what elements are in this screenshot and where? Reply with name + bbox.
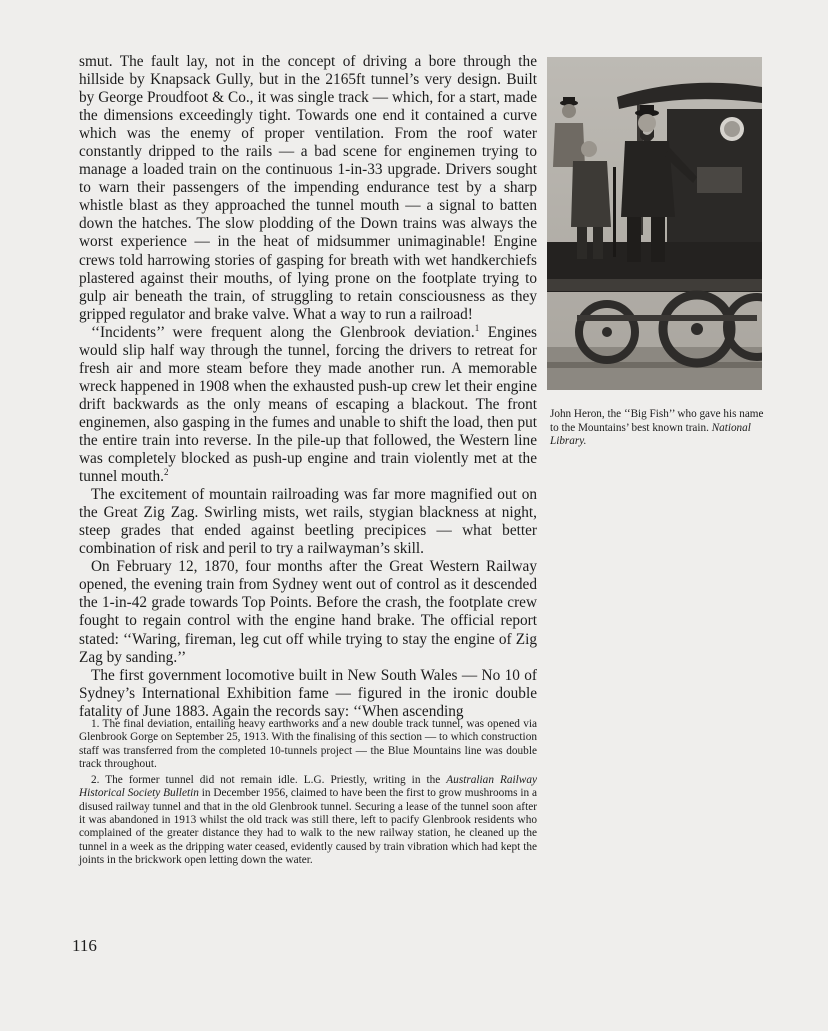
page-number: 116 (72, 936, 97, 955)
paragraph (79, 53, 537, 324)
paragraph-text: The first government locomotive built in New South Wales — No 10 of Sydney’s International Exhibition fame — figured in the ironic double fatality of June 1883. Again the records say: ‘‘When ascending (79, 666, 537, 720)
locomotive-photo-image (547, 57, 762, 390)
paragraph-text: Engines would slip half way through the tunnel, forcing the drivers to retreat for fresh air and more steam before they made another run. A memorable wreck happened in 1908 when the exhausted push-up crew let their engine drift backwards as the only means of escaping a blackout. The front enginemen, also gasping in the fumes and unable to shift the load, then put the entire train into reverse. In the pile-up that followed, the Western line was completely blocked as push-up engine and train violently met at the tunnel mouth. (79, 323, 538, 486)
paragraph (79, 667, 537, 721)
photo-caption (550, 408, 765, 449)
paragraph (79, 324, 537, 486)
caption-text: John Heron, the ‘‘Big Fish’’ who gave his name to the Mountains’ best known train. (550, 408, 764, 434)
footnote-marker[interactable]: 2 (163, 466, 169, 477)
footnote-1 (79, 718, 537, 771)
footnote-text: 2. The former tunnel did not remain idle. L.G. Priestly, writing in the (91, 774, 447, 787)
footnote-marker[interactable]: 1 (474, 322, 480, 333)
caption-source: National Library. (550, 421, 751, 447)
footnote-text: 1. The final deviation, entailing heavy earthworks and a new double track tunnel, was opened via Glenbrook Gorge on September 25, 1913. With the finalising of this section — to which construction staff was transferred from the completed 10-tunnels project — the Blue Mountains line was double track throughout. (79, 718, 537, 770)
paragraph-text: The excitement of mountain railroading was far more magnified out on the Great Zig Zag. Swirling mists, wet rails, stygian blackness at night, steep grades that ended against beetling precipices — what better combination of risk and peril to try a railwayman’s skill. (79, 486, 537, 558)
footnotes (79, 718, 537, 870)
footnote-text: in December 1956, claimed to have been the first to grow mushrooms in a disused railway tunnel and that in the old Glenbrook tunnel. Securing a lease of the tunnel soon after it was abandoned in 1913 whilst the old track was still there, left to pacify Glenbrook residents who complained of the greater distance they had to walk to the new railway station, he cleaned up the tunnel in a week as the dripping water ceased, evidently caused by train vibration which had kept the joints in the brickwork open letting down the water. (79, 787, 537, 866)
paragraph (79, 486, 537, 558)
paragraph-text: ‘‘Incidents’’ were frequent along the Glenbrook deviation. (91, 323, 475, 341)
body-text (79, 53, 537, 721)
locomotive-photo (547, 57, 762, 390)
paragraph (79, 558, 537, 666)
footnote-2 (79, 774, 537, 867)
paragraph-text: On February 12, 1870, four months after the Great Western Railway opened, the evening train from Sydney went out of control as it descended the 1-in-42 grade towards Top Points. Before the crash, the footplate crew fought to regain control with the engine hand brake. The official report stated: ‘‘Waring, fireman, leg cut off while trying to stay the engine of Zig Zag by sanding.’’ (79, 558, 537, 666)
paragraph-text: smut. The fault lay, not in the concept of driving a bore through the hillside by Knapsack Gully, but in the 2165ft tunnel’s very design. Built by George Proudfoot & Co., it was single track — which, for a start, made the dimensions exceedingly tight. Towards one end it contained a curve which was the enemy of proper ventilation. From the roof water constantly dripped to the rails — a bad scene for enginemen trying to manage a loaded train on the continuous 1-in-33 upgrade. Drivers sought to warn their passengers of the impending endurance test by a sharp whistle blast as they approached the tunnel mouth — a signal to batten down the hatches. The slow plodding of the Down trains was always the worst experience — in the heat of midsummer unimaginable! Engine crews told harrowing stories of gasping for breath with wet handkerchiefs plastered against their mouths, of lying prone on the footplate trying to gulp air beneath the train, of struggling to retain consciousness as they gripped regulator and brake valve. What a way to run a railroad! (79, 53, 537, 323)
footnote-publication: Australian Railway Historical Society Bulletin (79, 774, 537, 800)
